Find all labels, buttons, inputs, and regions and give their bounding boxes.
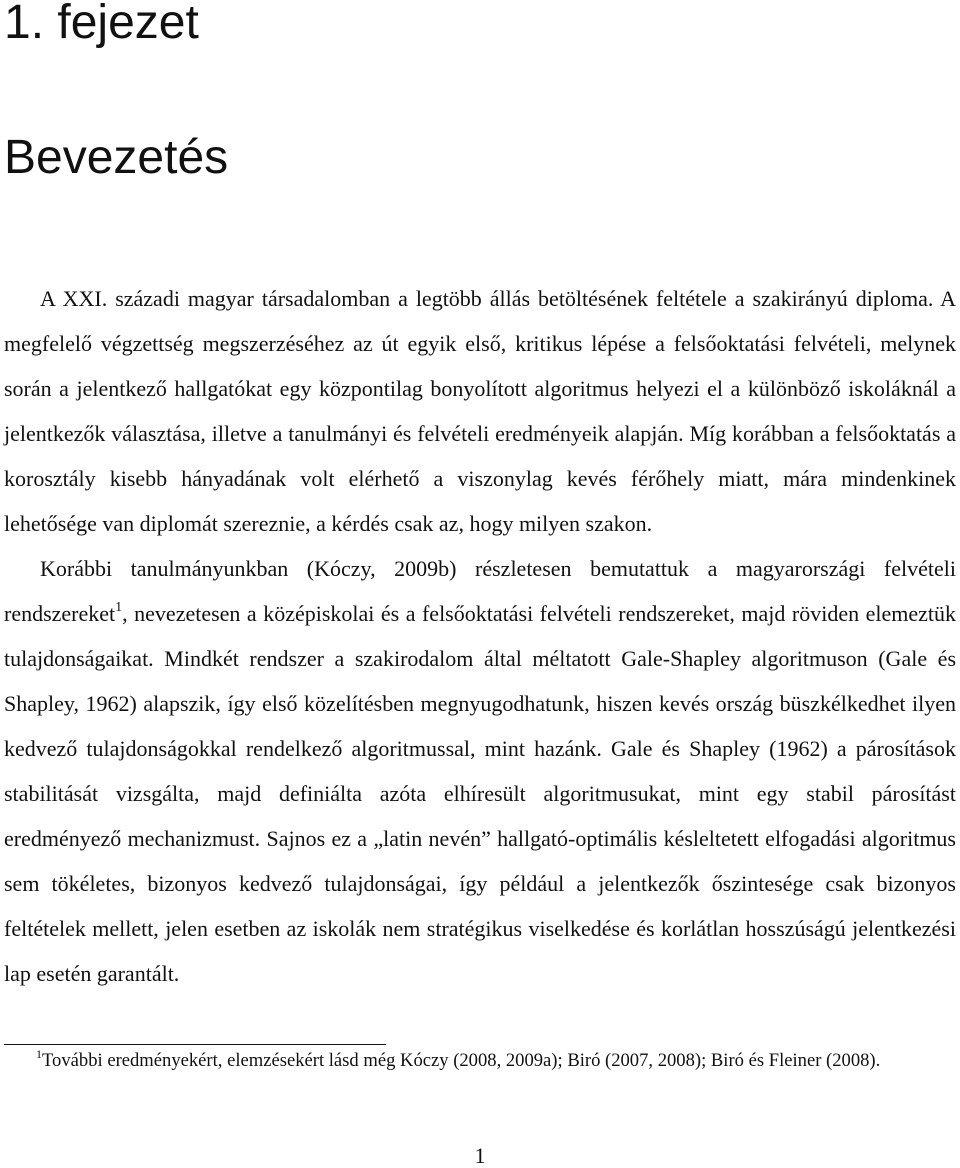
paragraph-intro <box>4 276 956 546</box>
footnote-text: További eredményekért, elemzésekért lásd még Kóczy (2008, 2009a); Biró (2007, 2008); Biró és Fleiner (2008). <box>42 1050 881 1071</box>
footnote-mark: 1 <box>36 1047 42 1061</box>
paragraph-intro-text: A XXI. századi magyar társadalomban a legtöbb állás betöltésének feltétele a szakirányú diploma. A megfelelő végzettség megszerzéséhez az út egyik első, kritikus lépése a felsőoktatási felvételi, melynek során a jelentkező hallgatókat egy központilag bonyolított algoritmus helyezi el a különböző iskoláknál a jelentkezők választása, illetve a tanulmányi és felvételi eredményeik alapján. Míg korábban a felsőoktatás a korosztály kisebb hányadának volt elérhető a viszonylag kevés férőhely miatt, mára mindenkinek lehetősége van diplomát szereznie, a kérdés csak az, hogy milyen szakon. <box>4 286 956 536</box>
paragraph-text-after-footnote: , nevezetesen a középiskolai és a felsőoktatási felvételi rendszereket, majd röviden elemeztük tulajdonságaikat. Mindkét rendszer a szakirodalom által méltatott Gale-Shapley algoritmuson (Gale és Shapley, 1962) alapszik, így első közelítésben megnyugodhatunk, hiszen kevés ország büszkélkedhet ilyen kedvező tulajdonságokkal rendelkező algoritmussal, mint hazánk. Gale és Shapley (1962) a párosítások stabilitását vizsgálta, majd definiálta azóta elhíresült algoritmusukat, mint egy stabil párosítást eredményező mechanizmust. Sajnos ez a „latin nevén” hallgató-optimális késleltetett elfogadási algoritmus sem tökéletes, bizonyos kedvező tulajdonságai, így például a jelentkezők őszintesége csak bizonyos feltételek mellett, jelen esetben az iskolák nem stratégikus viselkedése és korlátlan hosszúságú jelentkezési lap esetén garantált. <box>4 601 956 986</box>
footnote-reference[interactable]: 1 <box>115 600 123 615</box>
footnote <box>4 1048 956 1074</box>
page-number: 1 <box>474 1143 486 1168</box>
paragraph-admission-systems <box>4 546 956 996</box>
chapter-number: 1. fejezet <box>4 0 199 49</box>
chapter-title: Bevezetés <box>4 131 229 184</box>
paragraph-text-before-footnote: Korábbi tanulmányunkban (Kóczy, 2009b) részletesen bemutattuk a magyarországi felvételi rendszereket <box>4 556 956 626</box>
body-text <box>4 276 956 996</box>
footnote-divider <box>4 1044 386 1045</box>
